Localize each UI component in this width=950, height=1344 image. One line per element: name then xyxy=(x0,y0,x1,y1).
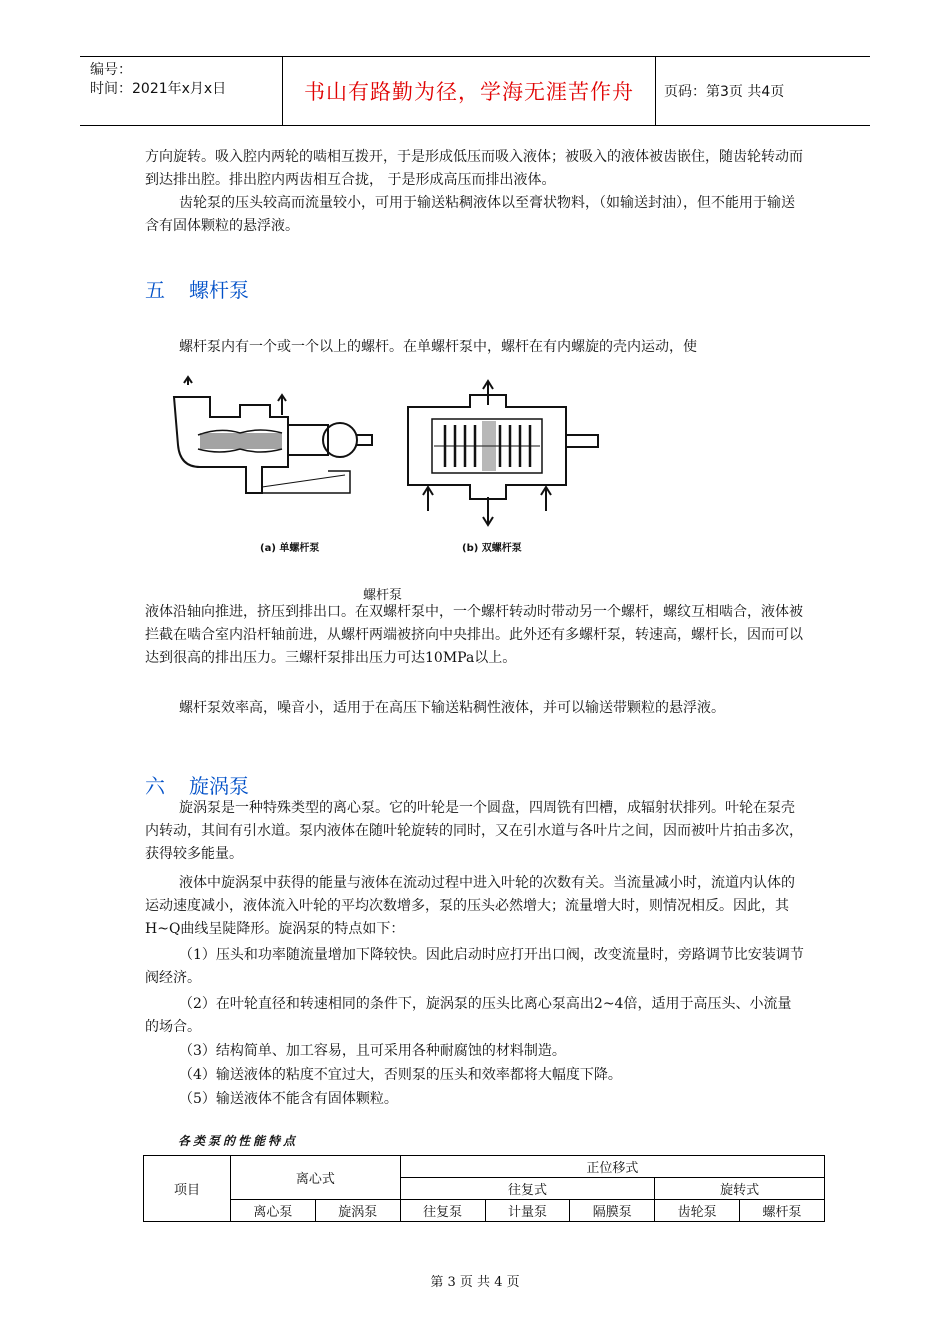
screw-pump-diagram xyxy=(170,375,610,555)
paragraph: 液体沿轴向推进，挤压到排出口。在双螺杆泵中，一个螺杆转动时带动另一个螺杆，螺纹互相啮合，液体被拦截在啮合室内沿杆轴前进，从螺杆两端被挤向中央排出。此外还有多螺杆泵，转速高，螺杆长，因而可以达到很高的排出压力。三螺杆泵排出压力可达10MPa以上。 xyxy=(145,604,803,666)
section-title: 螺杆泵 xyxy=(189,278,249,302)
pump-performance-table xyxy=(143,1155,825,1222)
paragraph: 液体中旋涡泵中获得的能量与液体在流动过程中进入叶轮的次数有关。当流量减小时，流道内认体的运动速度减小，液体流入叶轮的平均次数增多，泵的压头必然增大；流量增大时，则情况相反。因此，其H~Q曲线呈陡降形。旋涡泵的特点如下： xyxy=(145,875,795,937)
list-item: （4）输送液体的粘度不宜过大，否则泵的压头和效率都将大幅度下降。 xyxy=(179,1067,622,1083)
table-cell-centrifugal: 离心式 xyxy=(231,1156,401,1200)
list-item: （5）输送液体不能含有固体颗粒。 xyxy=(179,1091,398,1107)
paragraph: 方向旋转。吸入腔内两轮的啮相互拨开，于是形成低压而吸入液体；被吸入的液体被齿嵌住，随齿轮转动而到达排出腔。排出腔内两齿相互合拢， 于是形成高压而排出液体。 xyxy=(145,149,803,188)
table-cell: 隔膜泵 xyxy=(570,1200,655,1222)
time-label: 时间：2021年x月x日 xyxy=(90,81,227,97)
table-cell: 往复泵 xyxy=(400,1200,485,1222)
table-row xyxy=(144,1200,825,1222)
figure-caption-b: (b) 双螺杆泵 xyxy=(462,543,522,554)
table-cell: 旋涡泵 xyxy=(315,1200,400,1222)
table-cell: 计量泵 xyxy=(485,1200,570,1222)
section-heading-5 xyxy=(145,274,249,303)
table-cell: 离心泵 xyxy=(231,1200,316,1222)
page-footer: 第 3 页 共 4 页 xyxy=(430,1275,520,1290)
paragraph: 螺杆泵内有一个或一个以上的螺杆。在单螺杆泵中，螺杆在有内螺旋的壳内运动，使 xyxy=(179,339,697,355)
section-number: 六 xyxy=(145,774,165,798)
table-cell-positive: 正位移式 xyxy=(400,1156,824,1178)
table-title: 各类泵的性能特点 xyxy=(178,1134,299,1148)
table-cell: 螺杆泵 xyxy=(740,1200,825,1222)
header-page-label: 页码：第3页 共4页 xyxy=(664,84,785,100)
header-motto: 书山有路勤为径，学海无涯苦作舟 xyxy=(282,57,656,125)
page-header xyxy=(80,56,870,126)
paragraph: 齿轮泵的压头较高而流量较小，可用于输送粘稠液体以至膏状物料，（如输送封油），但不能用于输送含有固体颗粒的悬浮液。 xyxy=(145,195,795,234)
screw-pump-figure xyxy=(170,375,610,555)
list-item: （3）结构简单、加工容易，且可采用各种耐腐蚀的材料制造。 xyxy=(179,1043,566,1059)
list-item: （1）压头和功率随流量增加下降较快。因此启动时应打开出口阀，改变流量时，旁路调节比安装调节阀经济。 xyxy=(145,947,804,986)
paragraph: 螺杆泵效率高，噪音小，适用于在高压下输送粘稠性液体，并可以输送带颗粒的悬浮液。 xyxy=(179,700,725,716)
figure-caption-a: (a) 单螺杆泵 xyxy=(260,543,320,554)
table-cell-item: 项目 xyxy=(144,1156,231,1222)
section-heading-6 xyxy=(145,770,249,799)
table-cell-reciprocating: 往复式 xyxy=(400,1178,655,1200)
list-item: （2）在叶轮直径和转速相同的条件下，旋涡泵的压头比离心泵高出2~4倍，适用于高压头、小流量的场合。 xyxy=(145,996,792,1035)
section-title: 旋涡泵 xyxy=(189,774,249,798)
table-cell: 齿轮泵 xyxy=(655,1200,740,1222)
header-meta xyxy=(90,61,226,99)
figure-caption: 螺杆泵 xyxy=(363,588,403,603)
section-number: 五 xyxy=(145,278,165,302)
table-row xyxy=(144,1156,825,1178)
paragraph: 旋涡泵是一种特殊类型的离心泵。它的叶轮是一个圆盘，四周铣有凹槽，成辐射状排列。叶轮在泵壳内转动，其间有引水道。泵内液体在随叶轮旋转的同时，又在引水道与各叶片之间，因而被叶片拍击多次，获得较多能量。 xyxy=(145,800,803,862)
number-label: 编号： xyxy=(90,62,132,78)
table-cell-rotary: 旋转式 xyxy=(655,1178,825,1200)
